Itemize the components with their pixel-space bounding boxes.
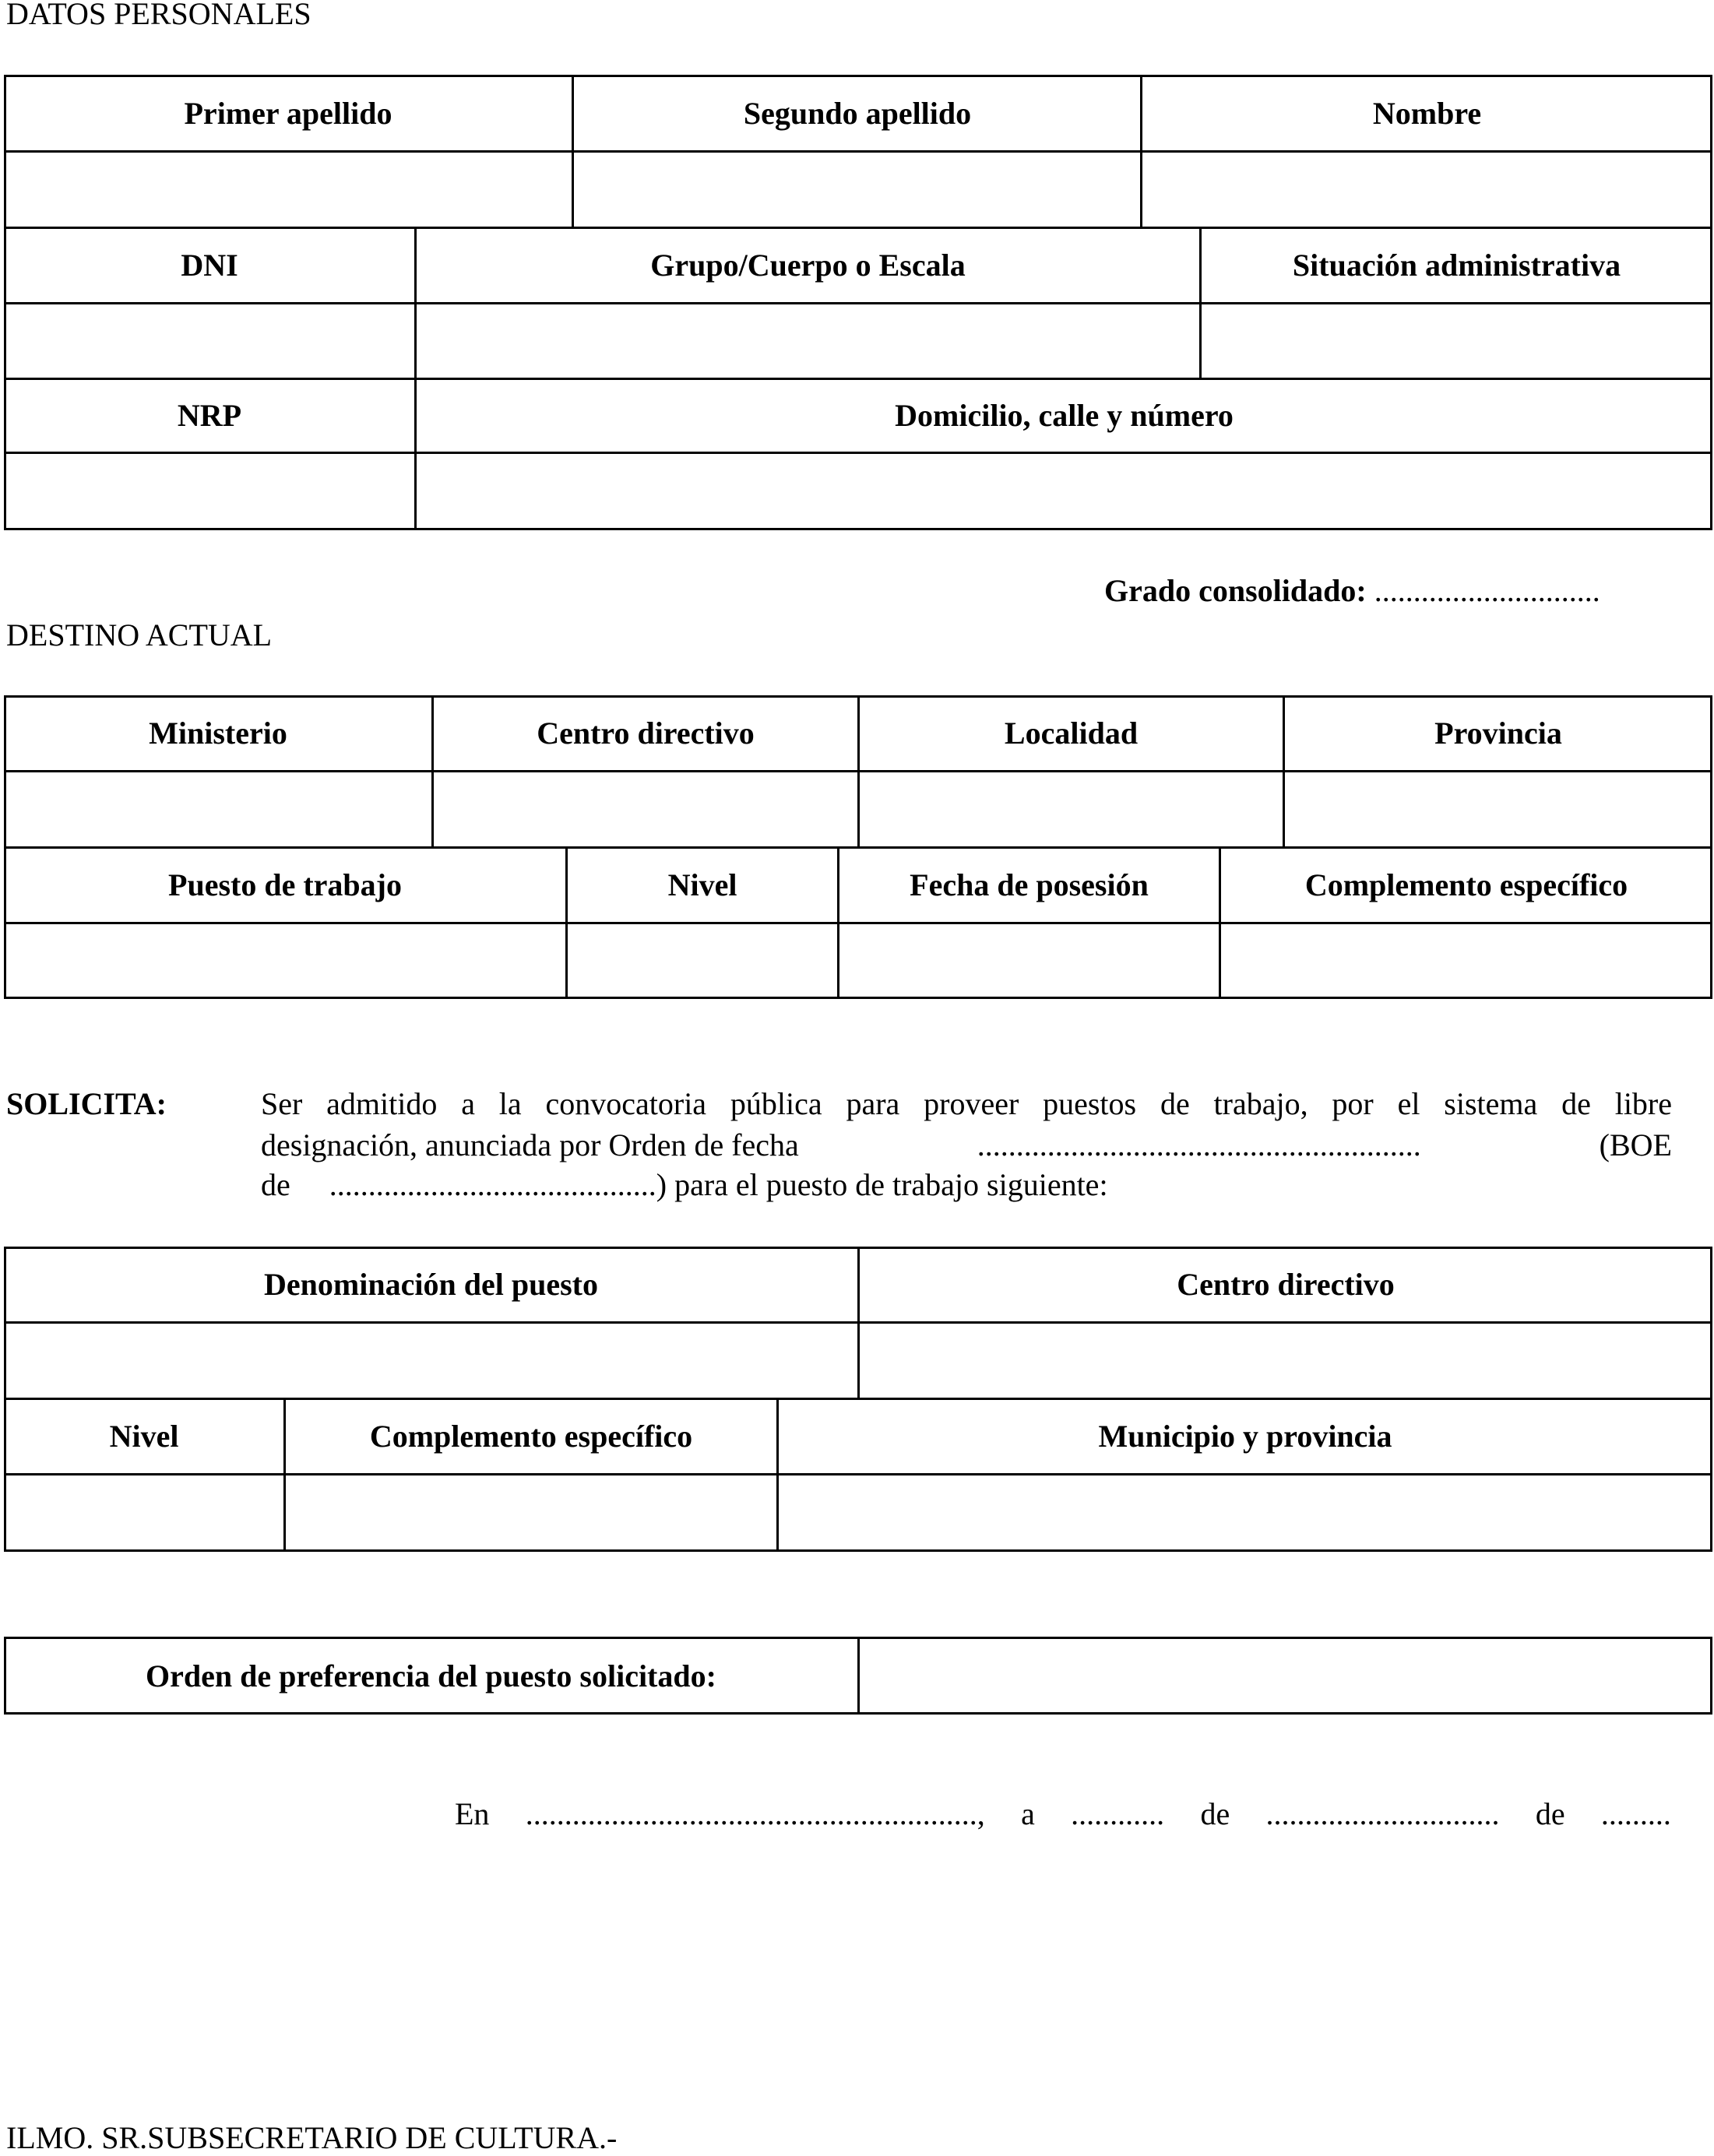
field-nrp[interactable]: [4, 454, 414, 529]
field-domicilio[interactable]: [416, 454, 1712, 529]
field-provincia[interactable]: [1284, 772, 1712, 846]
header-primer-apellido: Primer apellido: [184, 95, 392, 131]
header-municipio-provincia: Municipio y provincia: [1098, 1418, 1392, 1454]
header-denominacion-puesto: Denominación del puesto: [264, 1267, 598, 1302]
dia-dots: ............: [1071, 1796, 1165, 1831]
preferencia-label: Orden de preferencia del puesto solicitado:: [146, 1658, 716, 1693]
header-complemento-especifico: Complemento específico: [1304, 867, 1628, 902]
header-nrp: NRP: [177, 398, 242, 433]
field-orden-preferencia[interactable]: [860, 1639, 1710, 1712]
orden-fecha-dots: .........................................................: [977, 1127, 1421, 1162]
lugar-fecha-line: En .........................................................., a ............ de .............................. de .........: [455, 1796, 1671, 1831]
field-puesto-nivel[interactable]: [4, 1475, 283, 1550]
header-grupo-cuerpo: Grupo/Cuerpo o Escala: [650, 247, 966, 283]
field-centro-directivo[interactable]: [433, 772, 857, 846]
field-fecha-posesion[interactable]: [839, 924, 1219, 997]
solicita-line-1: Ser admitido a la convocatoria pública para proveer puestos de trabajo, por el sistema de libre: [261, 1086, 1672, 1121]
header-nombre: Nombre: [1372, 95, 1482, 131]
section-title-datos-personales: DATOS PERSONALES: [6, 0, 311, 31]
header-fecha-posesion: Fecha de posesión: [910, 867, 1149, 902]
header-segundo-apellido: Segundo apellido: [743, 95, 972, 131]
header-situacion-administrativa: Situación administrativa: [1292, 247, 1621, 283]
mes-dots: ..............................: [1265, 1796, 1500, 1831]
solicita-line-3: de ..........................................) para el puesto de trabajo siguiente:: [261, 1167, 1108, 1202]
header-puesto-nivel: Nivel: [109, 1418, 179, 1454]
field-nivel[interactable]: [567, 924, 837, 997]
field-puesto-centro-directivo[interactable]: [859, 1324, 1712, 1398]
header-puesto-centro-directivo: Centro directivo: [1177, 1267, 1395, 1302]
field-situacion-administrativa[interactable]: [1201, 304, 1712, 378]
field-puesto-complemento[interactable]: [285, 1475, 776, 1550]
field-nombre[interactable]: [1142, 152, 1712, 227]
header-domicilio: Domicilio, calle y número: [895, 398, 1234, 433]
field-municipio-provincia[interactable]: [778, 1475, 1712, 1550]
header-puesto-de-trabajo: Puesto de trabajo: [168, 867, 402, 902]
field-puesto-de-trabajo[interactable]: [4, 924, 565, 997]
field-primer-apellido[interactable]: [4, 152, 572, 227]
header-ministerio: Ministerio: [149, 716, 287, 751]
field-grupo-cuerpo[interactable]: [416, 304, 1199, 378]
header-localidad: Localidad: [1004, 716, 1139, 751]
boe-dots: ..........................................: [329, 1167, 656, 1202]
grado-consolidado-dots: .............................: [1374, 573, 1600, 608]
grado-consolidado-label: Grado consolidado: .............................: [1104, 573, 1600, 608]
header-provincia: Provincia: [1434, 716, 1562, 751]
field-ministerio[interactable]: [4, 772, 431, 846]
header-dni: DNI: [181, 247, 238, 283]
lugar-dots: ..........................................................,: [525, 1796, 985, 1831]
field-dni[interactable]: [4, 304, 414, 378]
destinatario: ILMO. SR.SUBSECRETARIO DE CULTURA.-: [6, 2120, 618, 2155]
section-title-destino-actual: DESTINO ACTUAL: [6, 617, 273, 652]
header-nivel: Nivel: [667, 867, 737, 902]
field-localidad[interactable]: [859, 772, 1283, 846]
solicita-label: SOLICITA:: [6, 1086, 167, 1121]
header-puesto-complemento: Complemento específico: [369, 1418, 693, 1454]
anio-dots: .........: [1600, 1796, 1671, 1831]
field-denominacion-puesto[interactable]: [4, 1324, 857, 1398]
field-complemento-especifico[interactable]: [1220, 924, 1712, 997]
field-segundo-apellido[interactable]: [573, 152, 1140, 227]
header-centro-directivo: Centro directivo: [537, 716, 755, 751]
solicita-line-2: designación, anunciada por Orden de fecha ......................................................... (BOE: [261, 1127, 1672, 1162]
